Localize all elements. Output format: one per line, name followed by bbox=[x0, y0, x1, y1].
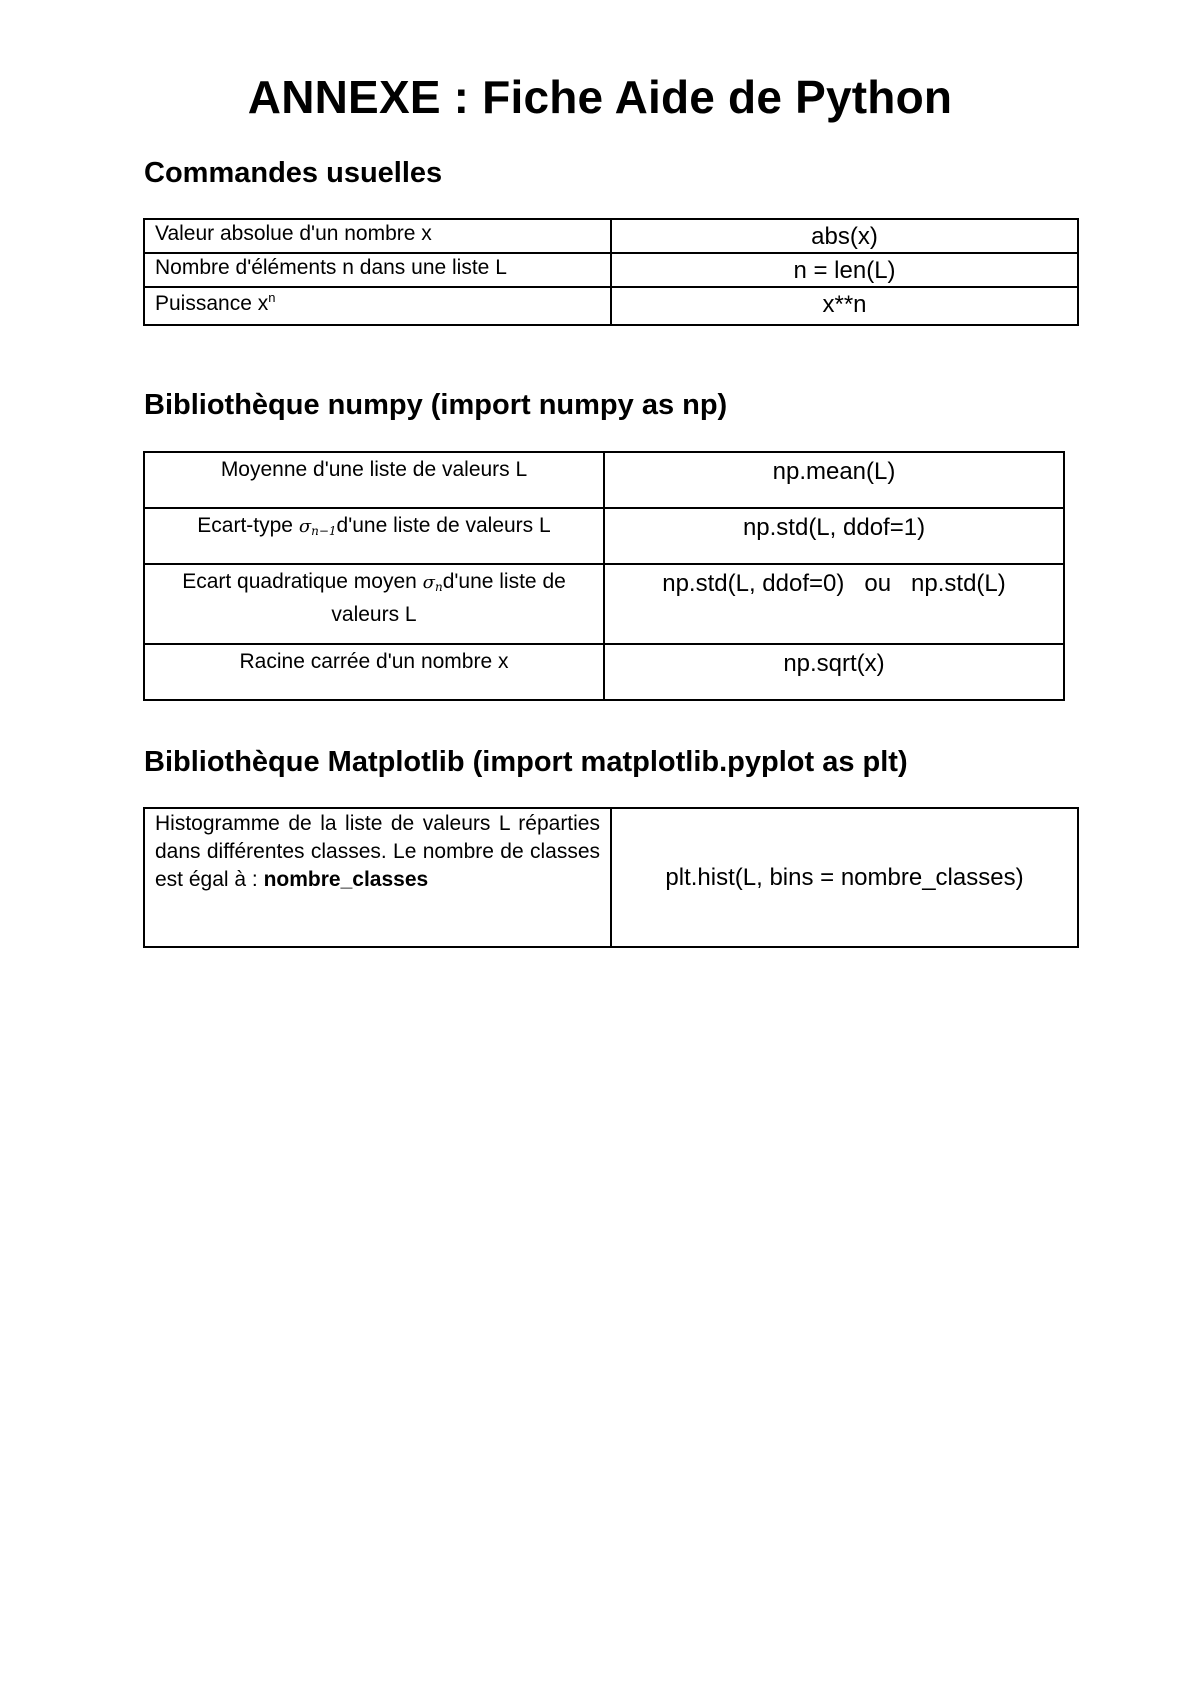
table-matplotlib bbox=[143, 807, 1079, 948]
description-text: Histogramme de la liste de valeurs L réparties dans différentes classes. Le nombre de classes est égal à : bbox=[155, 812, 600, 891]
description-cell bbox=[144, 508, 604, 564]
description-text: Ecart-type bbox=[197, 514, 299, 537]
description-cell: Moyenne d'une liste de valeurs L bbox=[144, 452, 604, 508]
table-row bbox=[144, 508, 1064, 564]
command-cell: n = len(L) bbox=[611, 253, 1078, 287]
section-heading-commandes-usuelles: Commandes usuelles bbox=[144, 157, 443, 189]
command-cell: np.mean(L) bbox=[604, 452, 1064, 508]
sigma-subscript: n−1 bbox=[311, 524, 337, 538]
table-row bbox=[144, 452, 1064, 508]
page-title: ANNEXE : Fiche Aide de Python bbox=[247, 71, 953, 123]
table-row bbox=[144, 287, 1078, 325]
sigma-symbol: σ bbox=[422, 572, 435, 593]
command-cell: np.std(L, ddof=0) ou np.std(L) bbox=[604, 564, 1064, 644]
section-heading-numpy: Bibliothèque numpy (import numpy as np) bbox=[144, 389, 728, 421]
description-text: d'une liste de valeurs L bbox=[331, 570, 566, 626]
table-commandes-usuelles bbox=[143, 218, 1079, 326]
command-cell: x**n bbox=[611, 287, 1078, 325]
table-numpy bbox=[143, 451, 1065, 701]
description-cell bbox=[144, 287, 611, 325]
command-cell: abs(x) bbox=[611, 219, 1078, 253]
description-cell: Nombre d'éléments n dans une liste L bbox=[144, 253, 611, 287]
description-cell bbox=[144, 564, 604, 644]
table-row bbox=[144, 253, 1078, 287]
command-cell: plt.hist(L, bins = nombre_classes) bbox=[611, 808, 1078, 947]
command-cell: np.sqrt(x) bbox=[604, 644, 1064, 700]
description-text: Puissance x bbox=[155, 292, 269, 315]
table-row bbox=[144, 644, 1064, 700]
exponent: n bbox=[268, 290, 276, 305]
description-bold-text: nombre_classes bbox=[263, 868, 429, 891]
table-row bbox=[144, 808, 1078, 947]
description-text: d'une liste de valeurs L bbox=[336, 514, 551, 537]
table-row bbox=[144, 219, 1078, 253]
command-cell: np.std(L, ddof=1) bbox=[604, 508, 1064, 564]
sigma-symbol: σ bbox=[298, 516, 312, 537]
table-row bbox=[144, 564, 1064, 644]
description-cell: Valeur absolue d'un nombre x bbox=[144, 219, 611, 253]
section-heading-matplotlib: Bibliothèque Matplotlib (import matplotlib.pyplot as plt) bbox=[144, 746, 908, 778]
description-cell bbox=[144, 808, 611, 947]
sigma-subscript: n bbox=[434, 580, 443, 594]
description-text: Ecart quadratique moyen bbox=[182, 570, 423, 593]
description-cell: Racine carrée d'un nombre x bbox=[144, 644, 604, 700]
